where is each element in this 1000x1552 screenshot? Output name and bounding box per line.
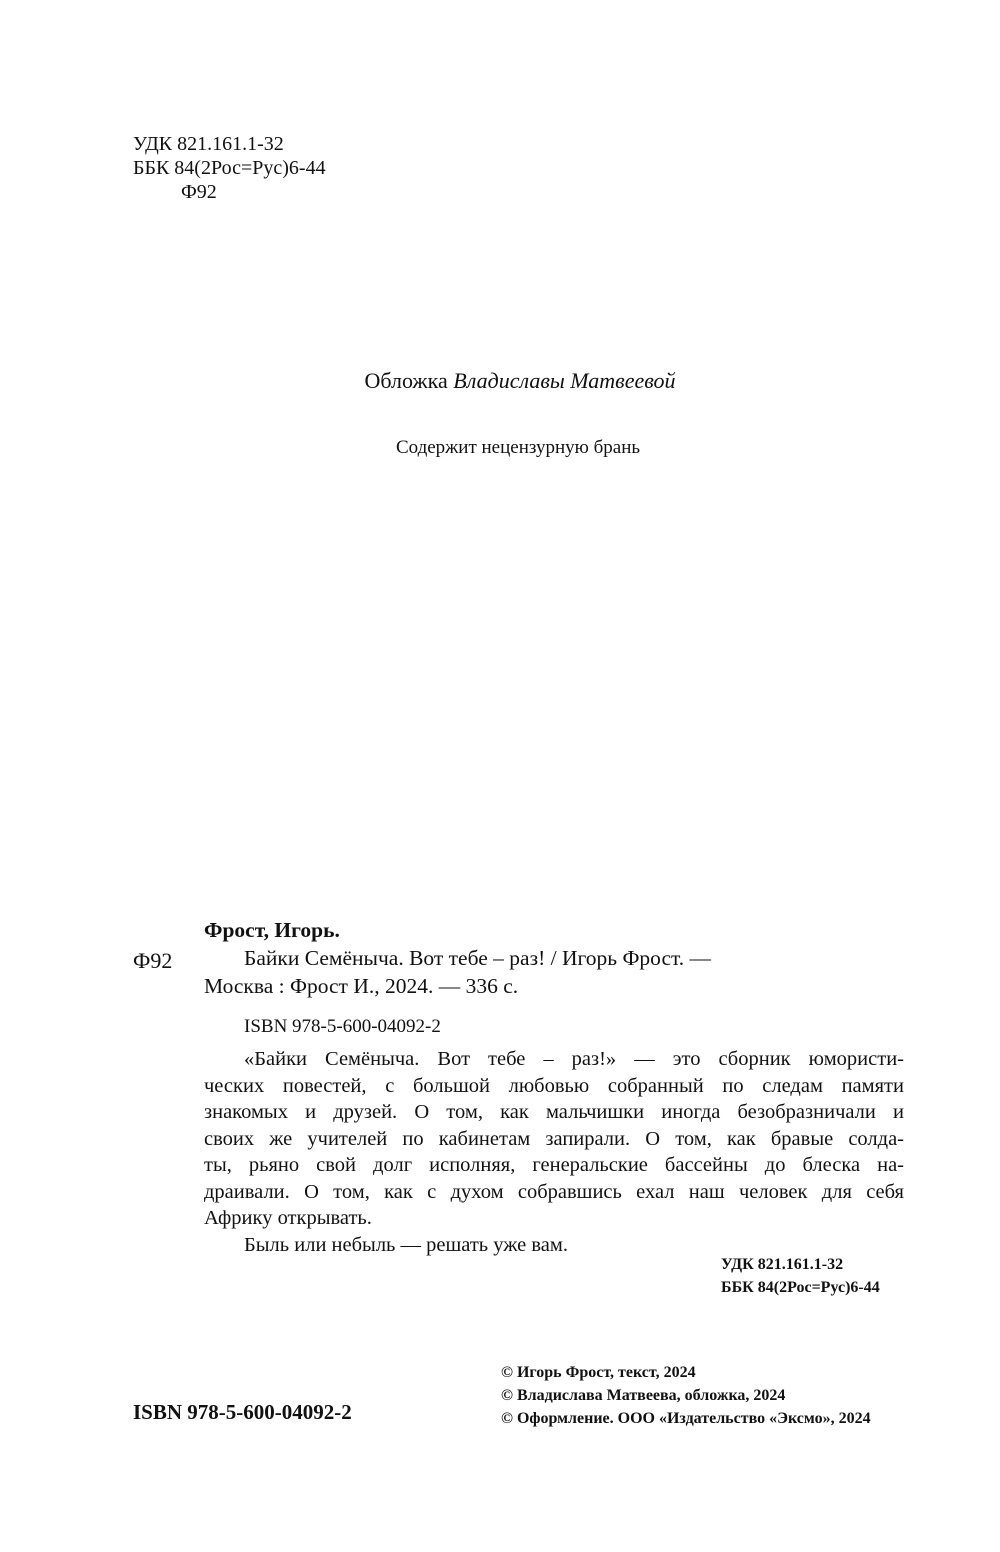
isbn-footer: ISBN 978-5-600-04092-2 [133, 1400, 352, 1424]
imprint-line: Москва : Фрост И., 2024. — 336 с. [204, 974, 519, 998]
annotation [204, 1046, 904, 1258]
record-author-mark: Ф92 [133, 948, 173, 973]
annotation-line: ты, рьяно свой долг исполняя, генеральские бассейны до блеска на- [204, 1154, 904, 1176]
bbk-code: ББК 84(2Рос=Рус)6-44 [133, 157, 326, 179]
footer-bbk-code: ББК 84(2Рос=Рус)6-44 [721, 1279, 880, 1296]
annotation-closing: Быль или небыль — решать уже вам. [244, 1233, 568, 1256]
bibliographic-record [204, 916, 904, 1000]
author-heading: Фрост, Игорь. [204, 918, 340, 942]
annotation-line: Африку открывать. [204, 1207, 372, 1229]
copyright-line: © Игорь Фрост, текст, 2024 [501, 1364, 696, 1381]
cover-credit [0, 368, 1000, 394]
record-isbn: ISBN 978-5-600-04092-2 [244, 1016, 441, 1037]
title-line: Байки Семёныча. Вот тебе – раз! / Игорь Фрост. — [244, 946, 712, 970]
author-mark: Ф92 [181, 181, 217, 203]
copyright-line: © Оформление. ООО «Издательство «Эксмо», 2024 [501, 1410, 871, 1427]
footer-classification-codes [721, 1253, 880, 1299]
annotation-line: ческих повестей, с большой любовью собранный по следам памяти [204, 1074, 904, 1097]
content-warning: Содержит нецензурную брань [395, 437, 641, 458]
annotation-line: драивали. О том, как с духом собравшись ехал наш человек для себя [204, 1180, 904, 1203]
cover-artist-name: Владиславы Матвеевой [453, 368, 676, 393]
footer-udk-code: УДК 821.161.1-32 [721, 1256, 844, 1273]
annotation-line: «Байки Семёныча. Вот тебе – раз!» — это сборник юмористи- [244, 1048, 904, 1070]
copyright-block [501, 1361, 871, 1430]
annotation-line: знакомых и друзей. О том, как мальчишки иногда безобразничали и [204, 1101, 904, 1123]
udk-code: УДК 821.161.1-32 [133, 133, 284, 155]
copyright-line: © Владислава Матвеева, обложка, 2024 [501, 1387, 786, 1404]
cover-credit-label: Обложка [364, 368, 448, 393]
classification-codes [133, 132, 326, 204]
annotation-line: своих же учителей по кабинетам запирали. О том, как бравые солда- [204, 1127, 904, 1150]
